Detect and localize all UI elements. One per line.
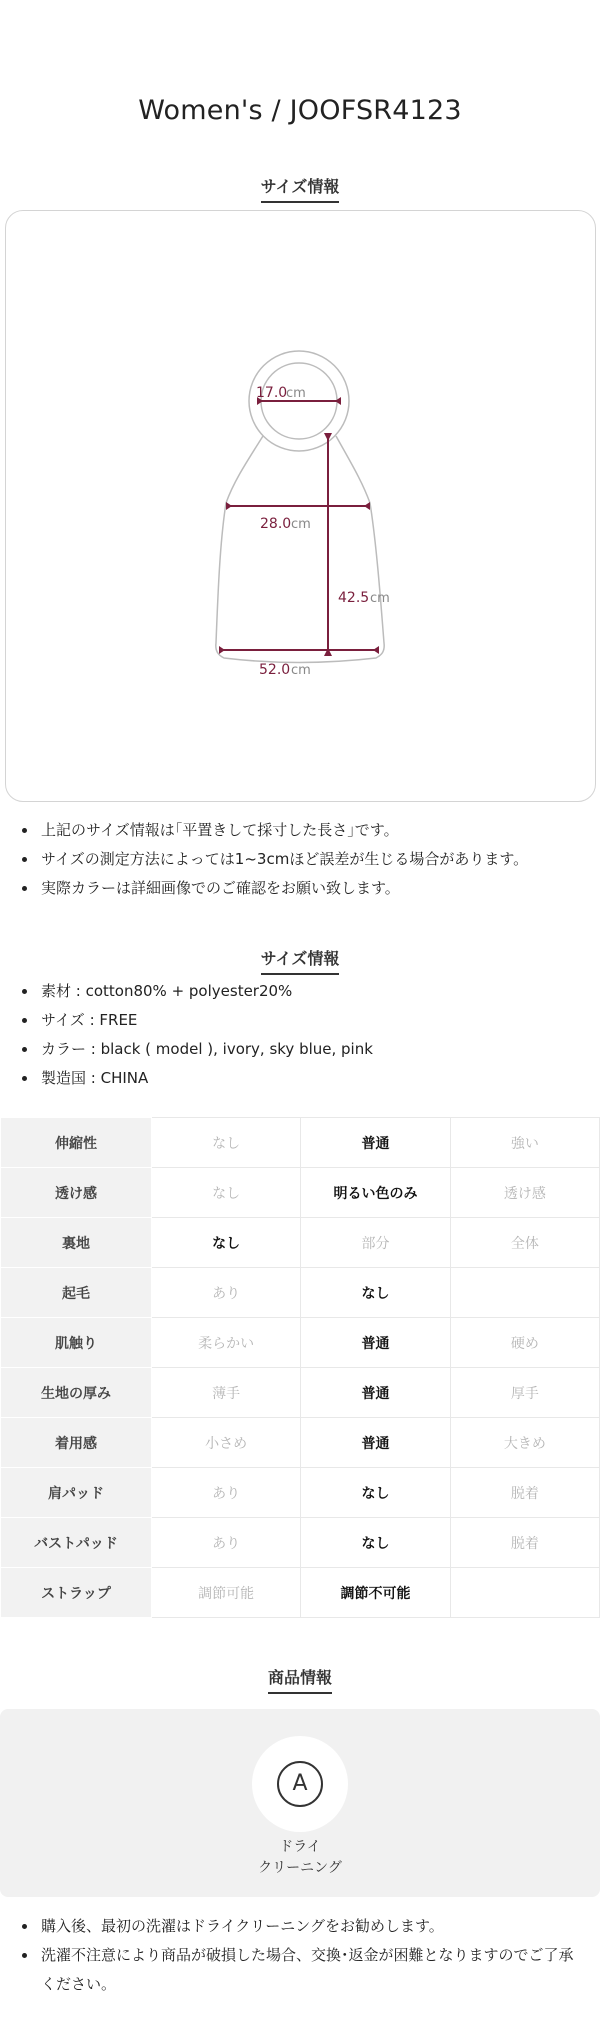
list-item: 実際カラーは詳細画像でのご確認をお願い致します。 [0,874,600,903]
measure-2-unit: cm [291,517,311,532]
attribute-option-selected: 調節不可能 [301,1568,450,1618]
arrow-head [373,646,379,654]
attribute-option-selected: 普通 [301,1368,450,1418]
attribute-option: なし [152,1118,301,1168]
attribute-option [450,1568,599,1618]
arrow-head [364,502,370,510]
care-box [0,1709,600,1897]
material-list [0,977,600,1093]
attribute-option: 透け感 [450,1168,599,1218]
care-label [0,1837,600,1879]
table-row [1,1518,600,1568]
size-info-heading-text: サイズ情報 [261,174,340,203]
garment-outline [216,436,384,663]
attribute-option: 大きめ [450,1418,599,1468]
attribute-option: 強い [450,1118,599,1168]
table-row [1,1318,600,1368]
product-info-heading [0,1665,600,1694]
attribute-option-selected: なし [301,1268,450,1318]
list-item: 製造国 : CHINA [0,1064,600,1093]
attribute-option [450,1268,599,1318]
table-row [1,1368,600,1418]
garment-diagram [6,211,595,801]
table-row [1,1118,600,1168]
size-notes-list [0,816,600,903]
attribute-option-selected: なし [301,1518,450,1568]
attribute-option: あり [152,1518,301,1568]
attribute-option: 脱着 [450,1518,599,1568]
size-info-heading [0,174,600,203]
attribute-option: 硬め [450,1318,599,1368]
attribute-label: 起毛 [1,1268,152,1318]
fabric-attributes-table [0,1117,600,1618]
attribute-label: 透け感 [1,1168,152,1218]
list-item: 購入後、最初の洗濯はドライクリーニングをお勧めします。 [0,1912,600,1941]
attribute-option-selected: 明るい色のみ [301,1168,450,1218]
dry-clean-icon: A [277,1761,323,1807]
attribute-option: 部分 [301,1218,450,1268]
attribute-option: 小さめ [152,1418,301,1468]
measure-1-unit: cm [286,386,306,401]
arrow-head [335,397,341,405]
material-heading-text: サイズ情報 [261,946,340,975]
arrow-head [219,646,225,654]
attribute-option-selected: なし [152,1218,301,1268]
attribute-option: 脱着 [450,1468,599,1518]
table-row [1,1418,600,1468]
care-symbol-circle [252,1736,348,1832]
measure-4-value: 52.0 [259,662,291,678]
attribute-label: 裏地 [1,1218,152,1268]
list-item: カラー : black ( model ), ivory, sky blue, pink [0,1035,600,1064]
table-row [1,1468,600,1518]
measure-3-value: 42.5 [338,590,370,606]
attribute-option: 調節可能 [152,1568,301,1618]
attribute-label: 生地の厚み [1,1368,152,1418]
attribute-option-selected: なし [301,1468,450,1518]
care-label-line2: クリーニング [258,1860,342,1876]
list-item: 上記のサイズ情報は｢平置きして採寸した長さ｣です。 [0,816,600,845]
table-row [1,1168,600,1218]
measure-1-value: 17.0 [256,385,288,401]
measure-3-unit: cm [370,591,390,606]
attribute-option: 全体 [450,1218,599,1268]
attribute-label: 肌触り [1,1318,152,1368]
attribute-label: 伸縮性 [1,1118,152,1168]
size-diagram-box [5,210,596,802]
attribute-option: 柔らかい [152,1318,301,1368]
attribute-label: ストラップ [1,1568,152,1618]
measure-2-value: 28.0 [260,516,292,532]
attribute-option-selected: 普通 [301,1318,450,1368]
attribute-option: 薄手 [152,1368,301,1418]
attribute-option-selected: 普通 [301,1418,450,1468]
attribute-option: あり [152,1468,301,1518]
table-row [1,1568,600,1618]
attribute-label: 着用感 [1,1418,152,1468]
measure-4-unit: cm [291,663,311,678]
table-row [1,1268,600,1318]
arrow-head [226,502,232,510]
list-item: サイズの測定方法によっては1~3cmほど誤差が生じる場合があります。 [0,845,600,874]
product-info-heading-text: 商品情報 [268,1665,332,1694]
attribute-option: あり [152,1268,301,1318]
attribute-option-selected: 普通 [301,1118,450,1168]
table-row [1,1218,600,1268]
list-item: 洗濯不注意により商品が破損した場合、交換･返金が困難となりますのでご了承ください。 [0,1941,600,1999]
attribute-option: なし [152,1168,301,1218]
list-item: 素材 : cotton80% + polyester20% [0,977,600,1006]
list-item: サイズ : FREE [0,1006,600,1035]
care-label-line1: ドライ [279,1839,321,1855]
attribute-option: 厚手 [450,1368,599,1418]
attribute-label: 肩パッド [1,1468,152,1518]
product-notes-list [0,1912,600,1999]
material-heading [0,946,600,975]
page-title: Women's / JOOFSR4123 [138,95,462,126]
attribute-label: バストパッド [1,1518,152,1568]
